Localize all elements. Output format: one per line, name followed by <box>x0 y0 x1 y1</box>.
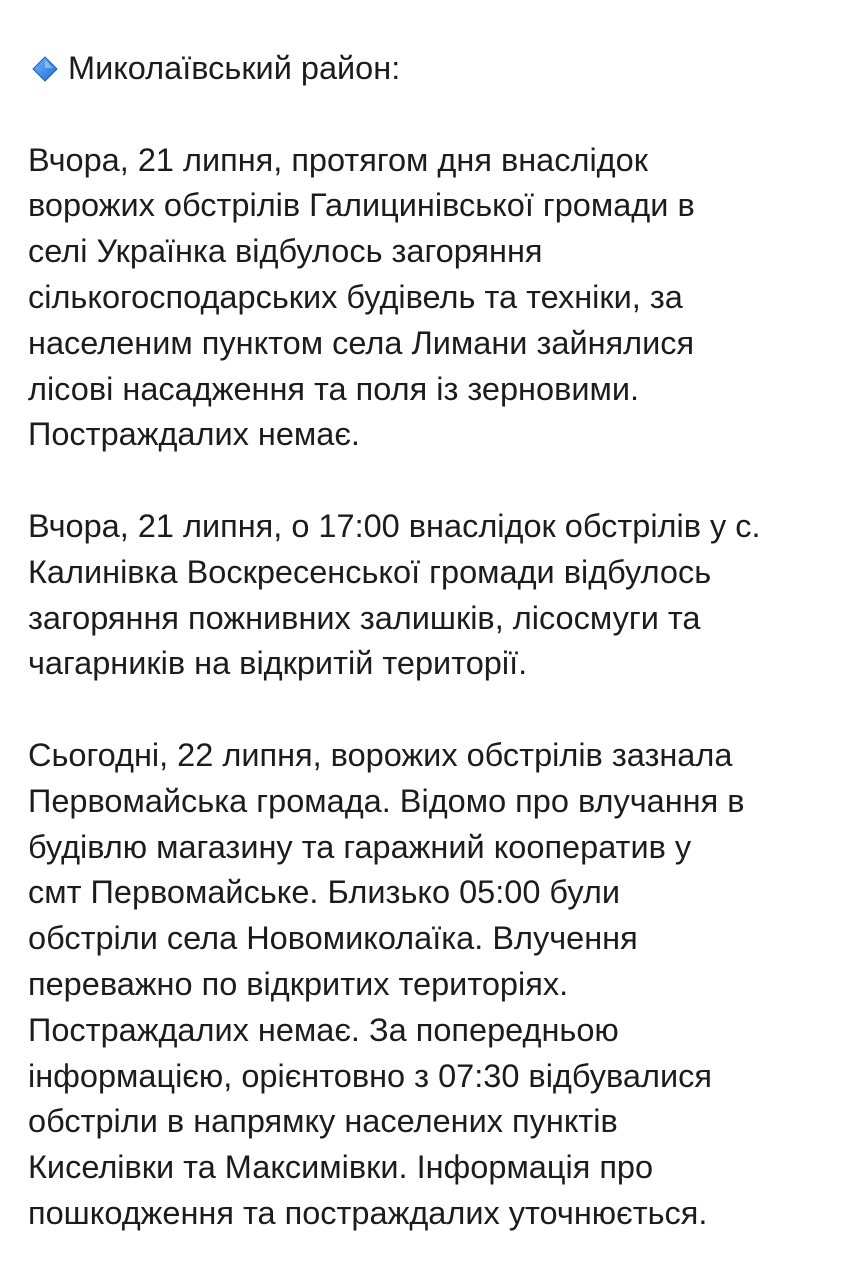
text-line: інформацією, орієнтовно з 07:30 відбувалися <box>28 1057 712 1094</box>
text-line: смт Первомайське. Близько 05:00 були <box>28 874 620 911</box>
text-line: Первомайська громада. Відомо про влучання в <box>28 782 745 819</box>
text-line: Киселівки та Максимівки. Інформація про <box>28 1149 654 1186</box>
text-line: Вчора, 21 липня, протягом дня внаслідок <box>28 141 648 178</box>
region-heading-text: Миколаївський район: <box>68 50 401 86</box>
text-line: сількогосподарських будівель та техніки, за <box>28 278 683 315</box>
text-line: Постраждалих немає. <box>28 416 360 453</box>
message-text <box>28 46 848 1237</box>
blue-diamond-icon <box>32 56 58 82</box>
text-line: селі Українка відбулось загоряння <box>28 233 543 270</box>
text-line: ворожих обстрілів Галицинівської громади в <box>28 187 695 224</box>
text-line: пошкодження та постраждалих уточнюється. <box>28 1194 708 1231</box>
paragraph-1 <box>28 138 848 459</box>
text-line: Сьогодні, 22 липня, ворожих обстрілів зазнала <box>28 736 733 773</box>
text-line: лісові насадження та поля із зерновими. <box>28 370 640 407</box>
text-line: обстріли села Новомиколаїка. Влучення <box>28 920 638 957</box>
text-line: загоряння пожнивних залишків, лісосмуги та <box>28 599 701 636</box>
text-line: чагарників на відкритій території. <box>28 645 528 682</box>
text-line: будівлю магазину та гаражний кооператив у <box>28 828 692 865</box>
text-line: Вчора, 21 липня, о 17:00 внаслідок обстрілів у с. <box>28 507 761 544</box>
paragraph-2 <box>28 504 848 687</box>
text-line: Постраждалих немає. За попередньою <box>28 1011 619 1048</box>
text-line: переважно по відкритих територіях. <box>28 965 569 1002</box>
paragraph-3 <box>28 733 848 1237</box>
region-heading <box>28 46 848 92</box>
text-line: населеним пунктом села Лимани зайнялися <box>28 324 695 361</box>
text-line: Калинівка Воскресенської громади відбулось <box>28 553 712 590</box>
text-line: обстріли в напрямку населених пунктів <box>28 1103 618 1140</box>
